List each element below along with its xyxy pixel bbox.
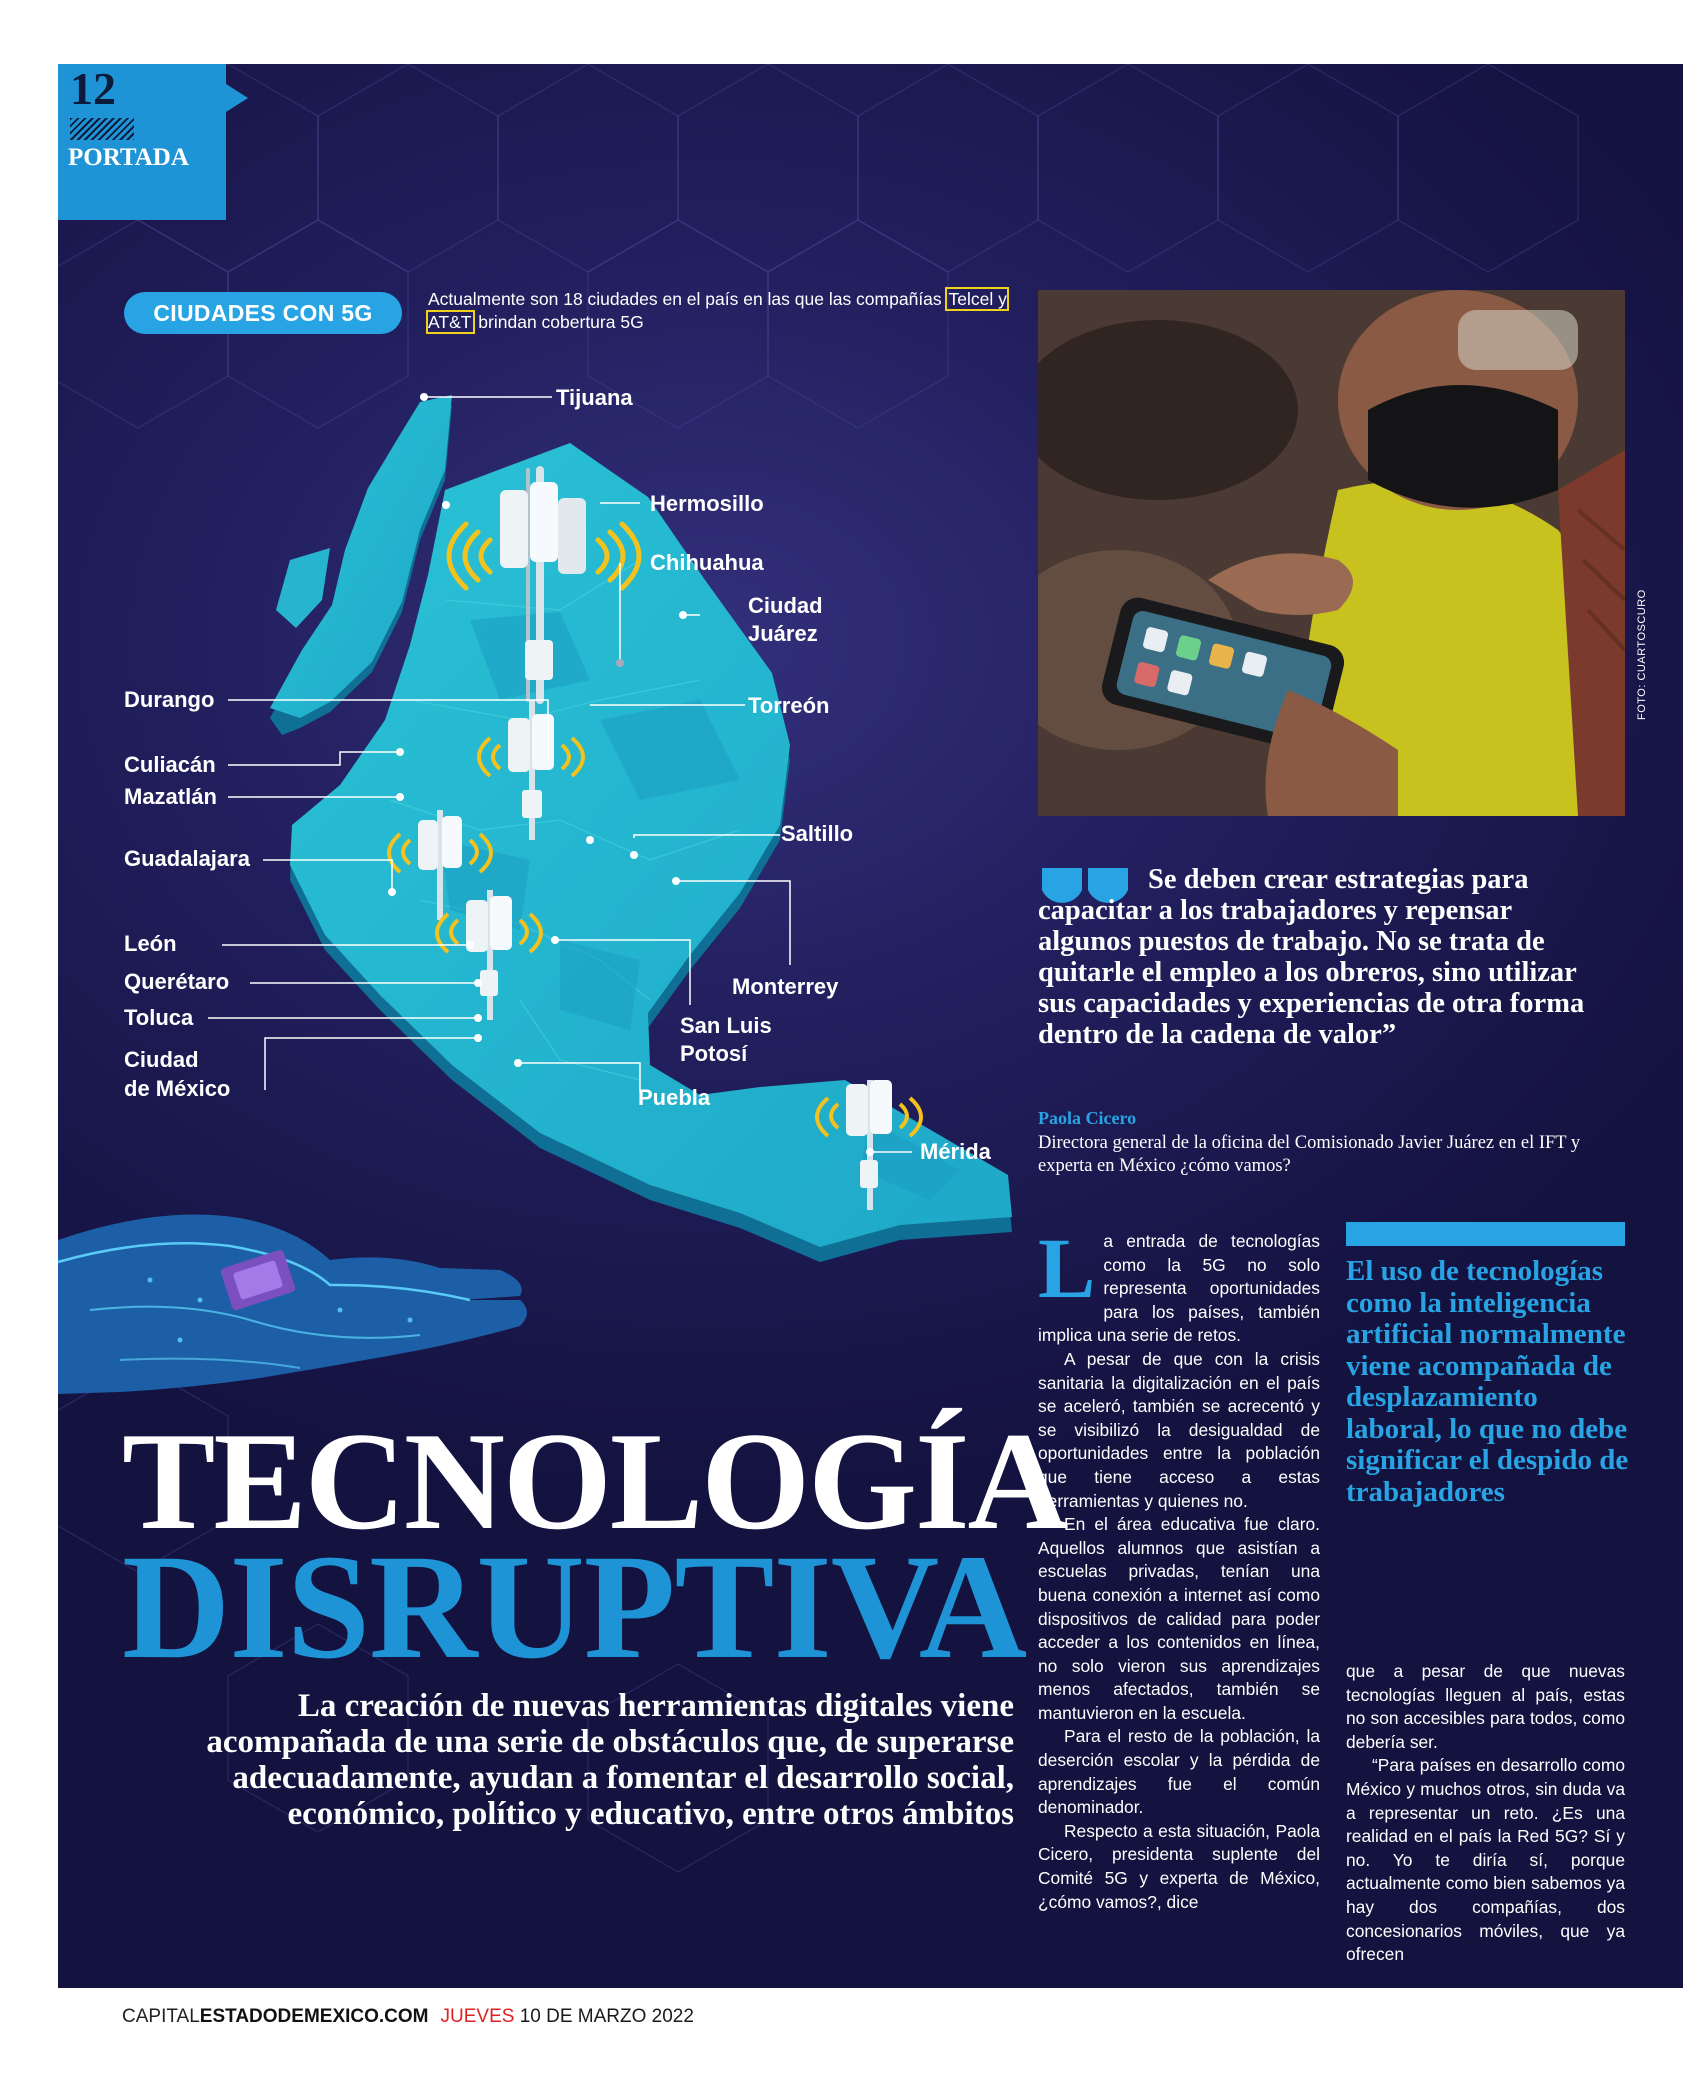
footer-site-light: CAPITAL [122, 2006, 200, 2027]
body-paragraph-4: Para el resto de la población, la deserción escolar y la pérdida de aprendizajes fue el común denominador. [1038, 1726, 1320, 1818]
headline-line-2: DISRUPTIVA [122, 1524, 1027, 1690]
drop-cap: L [1038, 1220, 1096, 1316]
footer-day: JUEVES [440, 2006, 515, 2027]
body-paragraph-7: “Para países en desarrollo como México y muchos otros, sin duda va a representar un reto. ¿Es una realidad en el país la Red 5G? Sí y no. Yo te diría sí, porque actualmente como bien sabemos ya hay dos compañías, dos concesionarios móviles, que ya ofrecen [1346, 1755, 1625, 1965]
photo-credit: FOTO: CUARTOSCURO [1636, 589, 1648, 720]
city-label-merida: Mérida [920, 1139, 991, 1164]
robot-hand-illustration [58, 1214, 527, 1394]
city-label-chihuahua: Chihuahua [650, 550, 764, 575]
section-label: PORTADA [68, 144, 189, 171]
city-label-puebla: Puebla [638, 1085, 711, 1110]
city-label-cdmx-1: Ciudad [124, 1047, 199, 1072]
headline-subtitle: La creación de nuevas herramientas digitales viene acompañada de una serie de obstáculos que, de superarse adecuadamente, ayudan a fomentar el desarrollo social, económico, político y educativo, entre otros ámbitos [206, 1688, 1014, 1832]
carriers-highlight: Telcel y AT&T [428, 289, 1007, 332]
baja-south [276, 548, 330, 628]
city-label-torreon: Torreón [748, 693, 830, 718]
footer [122, 2006, 694, 2028]
city-label-slp-1: San Luis [680, 1013, 772, 1038]
body-column-1 [1038, 1220, 1320, 1914]
footer-site-bold: ESTADODEMEXICO.COM [199, 2006, 429, 2027]
cities-5g-pill: CIUDADES CON 5G [124, 292, 402, 334]
city-label-monterrey: Monterrey [732, 974, 839, 999]
photo-illustration [1038, 290, 1625, 816]
body-column-2 [1346, 1660, 1625, 1967]
quote-author-role: Directora general de la oficina del Comisionado Javier Juárez en el IFT y experta en México ¿cómo vamos? [1038, 1133, 1581, 1176]
city-label-tijuana: Tijuana [556, 385, 633, 410]
intro-text-end: brindan cobertura 5G [473, 312, 644, 332]
city-label-slp-2: Potosí [680, 1041, 748, 1066]
city-label-juarez-1: Ciudad [748, 593, 823, 618]
city-label-saltillo: Saltillo [781, 821, 854, 846]
intro-text: Actualmente son 18 ciudades en el país en las que las compañías [428, 289, 947, 309]
pullquote-bar [1346, 1222, 1625, 1246]
page-number: 12 [70, 63, 116, 114]
city-label-mazatlan: Mazatlán [124, 784, 217, 809]
body-paragraph-3: En el área educativa fue claro. Aquellos alumnos que asistían a escuelas privadas, tenían una buena conexión a internet así como dispositivos de calidad para poder acceder a los contenidos en línea, no solo vieron sus aprendizajes menos afectados, también se mantuvieron en la escuela. [1038, 1514, 1320, 1723]
city-label-leon: León [124, 931, 177, 956]
body-paragraph-2: A pesar de que con la crisis sanitaria la digitalización en el país se aceleró, también se acrecentó y se visibilizó la desigualdad de oportunidades entre la población que tiene acceso a estas herramientas y quienes no. [1038, 1348, 1320, 1511]
city-label-culiacan: Culiacán [124, 752, 216, 777]
quote-text: Se deben crear estrategias para capacitar a los trabajadores y repensar algunos puestos de trabajo. No se trata de quitarle el empleo a los obreros, sino utilizar sus capacidades y experiencias de otra forma dentro de la cadena de valor” [1038, 864, 1585, 1050]
quote-author: Paola Cicero [1038, 1108, 1137, 1128]
city-label-durango: Durango [124, 687, 215, 712]
city-label-guadalajara: Guadalajara [124, 846, 250, 871]
photo-child-smartphone [1038, 290, 1625, 816]
city-label-toluca: Toluca [124, 1005, 194, 1030]
pullquote: El uso de tecnologías como la inteligencia artificial normalmente viene acompañada de desplazamiento laboral, lo que no debe significar el despido de trabajadores [1346, 1255, 1629, 1508]
city-label-juarez-2: Juárez [748, 621, 818, 646]
headline-line-1: TECNOLOGÍA [122, 1404, 1067, 1559]
footer-date: 10 DE MARZO 2022 [519, 2006, 694, 2027]
body-paragraph-1 [1038, 1220, 1320, 1348]
city-label-cdmx-2: de México [124, 1076, 231, 1101]
city-label-queretaro: Querétaro [124, 969, 230, 994]
body-paragraph-6: que a pesar de que nuevas tecnologías lleguen al país, estas no son accesibles para todos, como debería ser. [1346, 1661, 1625, 1752]
body-paragraph-1-text: a entrada de tecnologías como la 5G no solo representa oportunidades para los países, también implica una serie de retos. [1038, 1231, 1320, 1346]
body-paragraph-5: Respecto a esta situación, Paola Cicero, presidenta suplente del Comité 5G y experta de México, ¿cómo vamos?, dice [1038, 1820, 1320, 1912]
city-label-hermosillo: Hermosillo [650, 491, 764, 516]
